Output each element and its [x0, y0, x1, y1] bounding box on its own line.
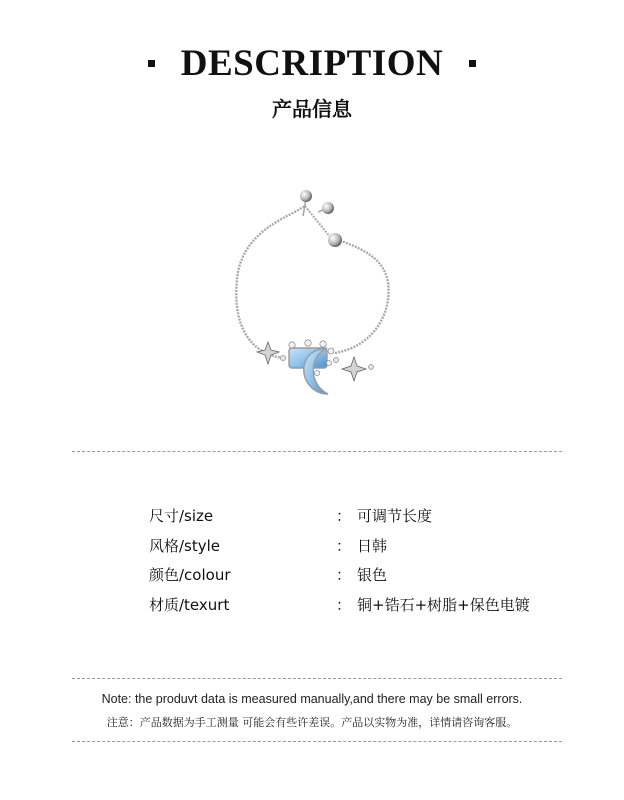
spec-value: 银色	[357, 566, 388, 584]
spec-label: 尺寸/size	[149, 507, 214, 525]
spec-value: 日韩	[357, 537, 388, 555]
spec-row-material	[0, 594, 624, 624]
title-row	[0, 38, 624, 88]
bullet-right-icon	[469, 60, 476, 67]
note-chinese: 注意：产品数据为手工测量 可能会有些许差误。产品以实物为准，详情请咨询客服。	[106, 716, 518, 729]
footer-divider-top	[72, 678, 562, 679]
spec-colon: ：	[336, 507, 352, 525]
spec-colon: ：	[336, 596, 352, 614]
spec-colon: ：	[336, 566, 352, 584]
page-title: DESCRIPTION	[180, 42, 444, 84]
spec-colon: ：	[336, 537, 352, 555]
spec-label: 颜色/colour	[149, 566, 231, 584]
footer-divider-bottom	[72, 741, 562, 742]
section-divider	[72, 451, 562, 452]
spec-label: 风格/style	[149, 537, 221, 555]
spec-row-size	[0, 505, 624, 535]
note-english: Note: the produvt data is measured manually,and there may be small errors.	[101, 692, 523, 706]
bullet-left-icon	[148, 60, 155, 67]
spec-value: 可调节长度	[357, 507, 433, 525]
spec-row-style	[0, 535, 624, 565]
page-subtitle: 产品信息	[272, 97, 352, 121]
spec-value: 铜+锆石+树脂+保色电镀	[357, 596, 530, 614]
spec-row-colour	[0, 564, 624, 594]
spec-label: 材质/texurt	[149, 596, 230, 614]
bracelet-image	[210, 180, 420, 410]
